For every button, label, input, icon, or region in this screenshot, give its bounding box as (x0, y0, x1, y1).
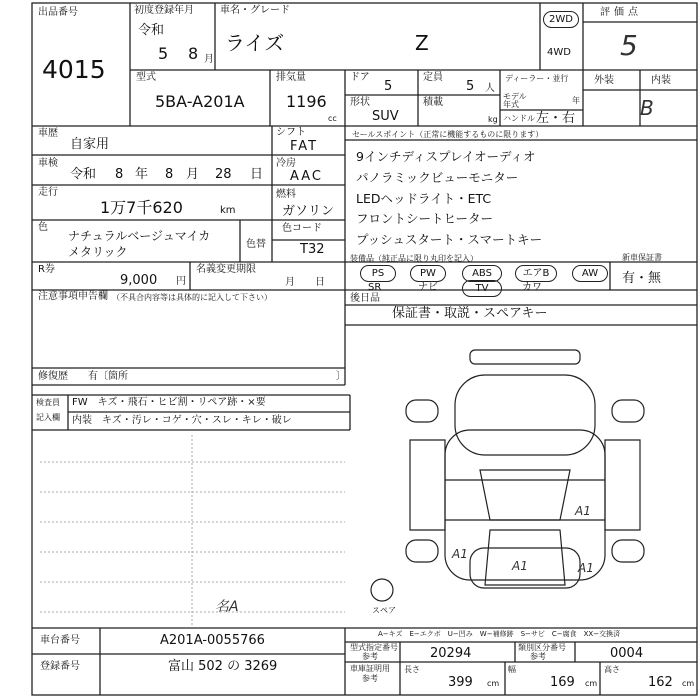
type-no-label: 型式指定番号 (350, 643, 398, 652)
class-no-sub: 参考 (530, 652, 546, 661)
inspection-era: 令和 (70, 167, 97, 182)
color-line1: ナチュラルベージュマイカ (68, 229, 211, 243)
inspection-day-unit: 日 (250, 167, 264, 182)
lot-number: 4015 (42, 55, 106, 84)
grade-label: 評価点 (600, 7, 642, 18)
capacity-value: 5 (466, 79, 475, 94)
attachments-value: 保証書・取説・スペアキー (392, 306, 548, 321)
grade-value: 5 (620, 29, 638, 62)
dimensions-sub: 参考 (362, 674, 378, 683)
shift-value: FAT (290, 139, 319, 154)
length-value: 399 (448, 675, 473, 690)
color-code-value: T32 (300, 242, 325, 257)
first-registration-month: 8 (188, 44, 199, 63)
displacement-unit: cc (328, 114, 337, 123)
spare-label: スペア (372, 606, 396, 615)
damage-mark-1: A1 (575, 504, 591, 518)
notes-label: 注意事項申告欄 (38, 291, 108, 302)
first-registration-era: 令和 (138, 23, 165, 38)
equip-sr: SR (368, 282, 382, 293)
damage-mark-2: A1 (452, 547, 468, 561)
width-label: 幅 (508, 665, 516, 674)
equip-leather: カワ (522, 282, 542, 293)
title-deadline-label: 名義変更期限 (196, 264, 256, 275)
displacement-label: 排気量 (276, 72, 306, 83)
inspection-label: 車検 (38, 158, 58, 169)
history-label: 車歴 (38, 128, 58, 139)
mileage-label: 走行 (38, 187, 58, 198)
mileage-value: 1万7千620 (100, 198, 183, 217)
height-value: 162 (648, 675, 673, 690)
capacity-unit: 人 (485, 83, 495, 94)
lot-label: 出品番号 (38, 7, 78, 18)
doors-label: ドア (350, 72, 370, 83)
fuel-label: 燃料 (276, 189, 296, 200)
inspection-month: 8 (165, 167, 174, 182)
inspector-fw: FW キズ・飛石・ヒビ割・リペア跡・×要 (72, 397, 266, 408)
chassis-label: 車台番号 (40, 635, 80, 646)
model-value: 5BA-A201A (155, 92, 245, 111)
repair-close: 〕 (336, 371, 346, 382)
repair-value: 有〔箇所 (88, 371, 128, 382)
first-registration-month-unit: 月 (204, 54, 214, 65)
selling-point-3: LEDヘッドライト・ETC (356, 191, 492, 206)
displacement-value: 1196 (286, 92, 327, 111)
class-no-value: 0004 (610, 646, 644, 661)
type-no-value: 20294 (430, 646, 472, 661)
capacity-label: 定員 (423, 72, 443, 83)
repair-label: 修復歴 (38, 371, 68, 382)
load-label: 積載 (423, 97, 443, 108)
shift-label: シフト (276, 127, 306, 138)
interior-label: 内装 (651, 75, 671, 86)
selling-point-5: プッシュスタート・スマートキー (356, 232, 543, 247)
model-year-unit: 年 (572, 96, 580, 105)
color-line2: メタリック (68, 245, 128, 259)
equip-ps: PS (360, 265, 396, 282)
inspection-day: 28 (215, 167, 232, 182)
recycle-label: R券 (38, 264, 55, 275)
selling-point-4: フロントシートヒーター (356, 211, 494, 226)
class-no-label: 類別区分番号 (518, 643, 566, 652)
equip-aw: AW (572, 265, 608, 282)
type-no-sub: 参考 (362, 652, 378, 661)
aircon-label: 冷房 (276, 158, 296, 169)
chassis-value: A201A-0055766 (160, 633, 265, 648)
length-label: 長さ (404, 665, 420, 674)
equip-airbag: エアB (515, 265, 557, 282)
selling-point-1: 9インチディスプレイオーディオ (356, 149, 536, 164)
color-change-label: 色替 (246, 239, 266, 250)
color-code-label: 色コード (282, 223, 322, 234)
dealer-label: ディーラー・並行 (505, 74, 569, 83)
first-registration-year: 5 (158, 44, 169, 63)
doors-value: 5 (384, 79, 393, 94)
first-registration-label: 初度登録年月 (134, 5, 194, 16)
handle-value: 左・右 (536, 111, 576, 126)
equip-tv: TV (462, 280, 502, 297)
inspection-year: 8 (115, 167, 124, 182)
exterior-label: 外装 (594, 75, 614, 86)
damage-legend: A−キズ E−エクボ U−凹み W−補修跡 S−サビ C−腐食 XX−交換済 (378, 630, 621, 638)
inspection-year-unit: 年 (135, 167, 149, 182)
plate-label: 登録番号 (40, 661, 80, 672)
equip-navi: ナビ (418, 282, 438, 293)
width-value: 169 (550, 675, 575, 690)
drive-4wd: 4WD (547, 47, 571, 58)
selling-points-label: セールスポイント（正常に機能するものに限ります） (352, 130, 544, 139)
recycle-value: 9,000 (120, 273, 158, 288)
model-label: 型式 (136, 72, 156, 83)
inspector-label-2: 記入欄 (36, 413, 60, 422)
model-year-label: モデル年式 (503, 92, 527, 109)
attachments-label: 後日品 (350, 293, 380, 304)
width-unit: cm (585, 679, 598, 688)
equip-pw: PW (410, 265, 446, 282)
equipment-label: 装備品（純正品に限り丸印を記入） (350, 254, 478, 263)
inspector-interior: 内装 キズ・汚レ・コゲ・穴・スレ・キレ・破レ (72, 415, 292, 426)
mileage-unit: km (220, 205, 236, 216)
selling-point-2: パノラミックビューモニター (356, 170, 519, 185)
aircon-value: AAC (290, 169, 323, 184)
length-unit: cm (487, 679, 500, 688)
interior-value: B (640, 96, 654, 120)
car-name: ライズ (225, 31, 285, 55)
handle-label: ハンドル (503, 114, 535, 123)
height-unit: cm (682, 679, 695, 688)
color-label: 色 (38, 222, 48, 233)
title-deadline-unit: 月 日 (285, 277, 325, 288)
car-grade: Z (415, 31, 429, 55)
warranty-label: 新車保証書 (622, 253, 662, 262)
damage-mark-3: A1 (512, 559, 528, 573)
handwritten-note: 名A (215, 599, 239, 615)
recycle-unit: 円 (176, 276, 186, 287)
notes-sub: （不具合内容等は具体的に記入して下さい） (112, 293, 272, 302)
inspector-label-1: 検査員 (36, 398, 60, 407)
inspection-month-unit: 月 (186, 167, 200, 182)
car-diagram (371, 350, 644, 601)
equip-abs: ABS (462, 265, 502, 282)
warranty-value: 有・無 (622, 271, 662, 286)
dimensions-label: 車庫証明用 (350, 664, 390, 673)
damage-mark-4: A1 (578, 561, 594, 575)
shape-label: 形状 (350, 97, 370, 108)
fuel-value: ガソリン (282, 204, 335, 219)
height-label: 高さ (604, 665, 620, 674)
shape-value: SUV (372, 109, 399, 124)
drive-2wd: 2WD (543, 11, 579, 28)
history-value: 自家用 (70, 137, 110, 152)
plate-value: 富山 502 の 3269 (168, 659, 278, 674)
load-unit: kg (488, 115, 498, 124)
car-name-label: 車名・グレード (220, 5, 290, 16)
